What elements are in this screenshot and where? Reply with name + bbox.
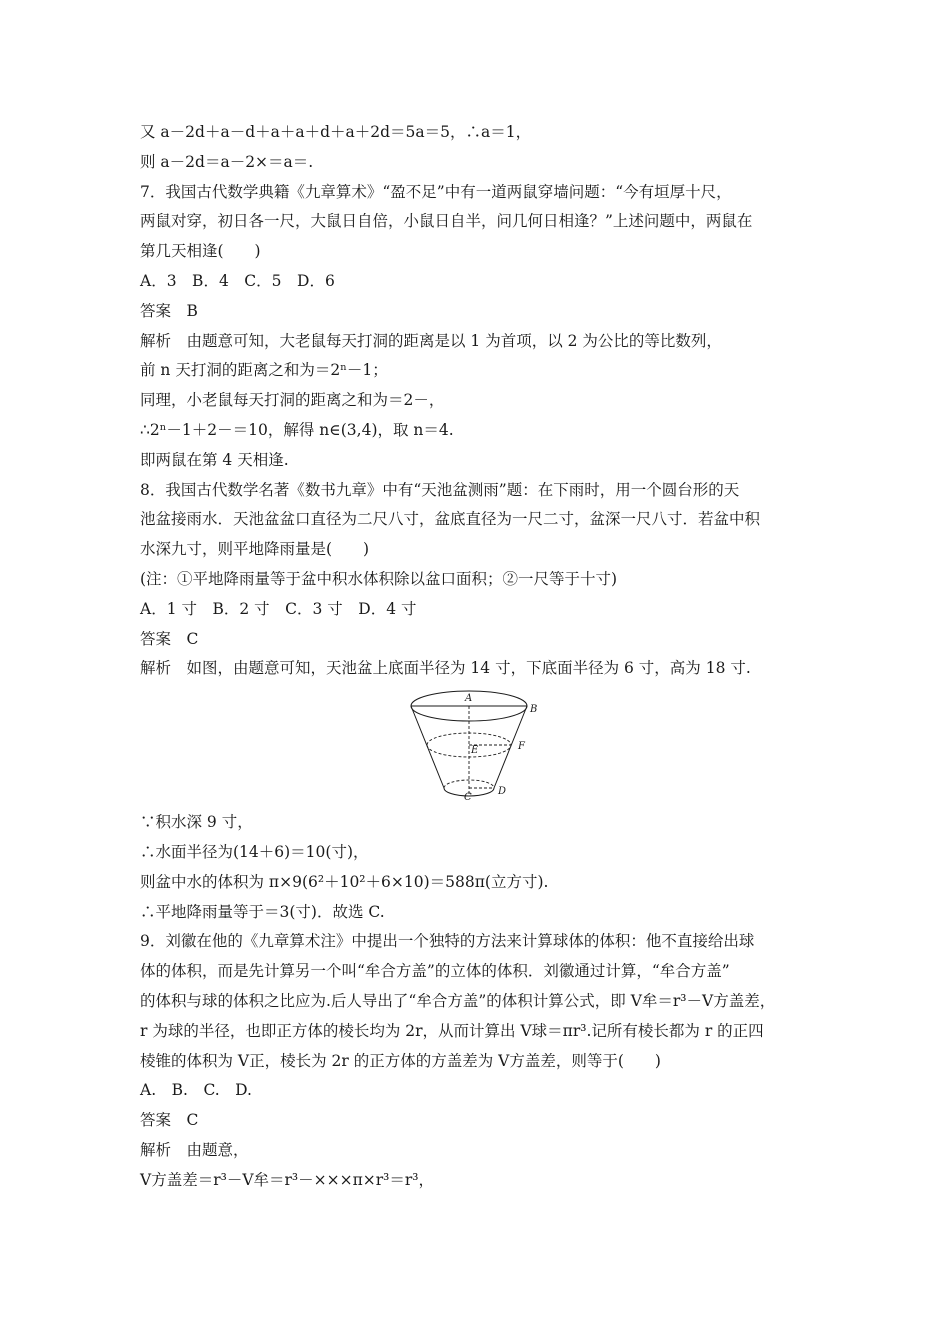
question-8-line: 池盆接雨水．天池盆盆口直径为二尺八寸，盆底直径为一尺二寸，盆深一尺八寸．若盆中积 <box>140 510 761 529</box>
question-8-options: A．1 寸 B．2 寸 C．3 寸 D．4 寸 <box>140 599 417 618</box>
question-8-line: 8．我国古代数学名著《数书九章》中有“天池盆测雨”题：在下雨时，用一个圆台形的天 <box>140 480 740 499</box>
label-b: B <box>530 704 538 716</box>
question-8-answer: 答案 C <box>140 629 199 648</box>
label-c: C <box>464 792 472 803</box>
question-8-analysis: ∴水面半径为(14＋6)＝10(寸)， <box>140 842 369 861</box>
question-7-answer: 答案 B <box>140 301 198 320</box>
question-7-analysis: ∴2ⁿ－1＋2－＝10，解得 n∈(3,4)，取 n＝4. <box>140 420 454 439</box>
label-d: D <box>498 786 507 798</box>
question-8-analysis: 则盆中水的体积为 π×9(6²＋10²＋6×10)＝588π(立方寸). <box>140 872 549 891</box>
question-8-analysis: ∵积水深 9 寸， <box>140 813 253 832</box>
question-8-analysis: ∴平地降雨量等于＝3(寸)．故选 C. <box>140 902 385 921</box>
question-8-line: 水深九寸，则平地降雨量是( ) <box>140 540 370 559</box>
label-a: A <box>465 693 473 705</box>
question-8-note: (注：①平地降雨量等于盆中积水体积除以盆口面积；②一尺等于十寸) <box>140 569 618 588</box>
question-9-line: r 为球的半径，也即正方体的棱长均为 2r，从而计算出 V球＝πr³.记所有棱长都为 r 的正四 <box>140 1021 764 1040</box>
label-e: E <box>471 745 479 757</box>
question-9-line: 9．刘徽在他的《九章算术注》中提出一个独特的方法来计算球体的体积：他不直接给出球 <box>140 932 755 951</box>
question-7-analysis: 同理，小老鼠每天打洞的距离之和为＝2－， <box>140 391 445 410</box>
frustum-figure <box>140 686 820 804</box>
question-8-analysis: 解析 如图，由题意可知，天池盆上底面半径为 14 寸，下底面半径为 6 寸，高为 18 寸. <box>140 659 751 678</box>
question-7-line: 7．我国古代数学典籍《九章算术》“盈不足”中有一道两鼠穿墙问题：“今有垣厚十尺， <box>140 182 732 201</box>
question-9-line: 的体积与球的体积之比应为.后人导出了“牟合方盖”的体积计算公式，即 V牟＝r³－V方盖差， <box>140 991 776 1010</box>
question-7-analysis: 解析 由题意可知，大老鼠每天打洞的距离是以 1 为首项，以 2 为公比的等比数列， <box>140 331 722 350</box>
question-9-analysis: 解析 由题意， <box>140 1140 249 1159</box>
question-7-line: 第几天相逢( ) <box>140 242 261 261</box>
text-line: 则 a－2d＝a－2×＝a＝. <box>140 152 314 171</box>
frustum-diagram <box>402 686 542 802</box>
question-9-analysis: V方盖差＝r³－V牟＝r³－×××π×r³＝r³， <box>140 1170 435 1189</box>
question-9-line: 棱锥的体积为 V正，棱长为 2r 的正方体的方盖差为 V方盖差，则等于( ) <box>140 1051 661 1070</box>
question-9-options: A. B. C. D. <box>140 1081 252 1100</box>
question-7-options: A．3 B．4 C．5 D．6 <box>140 271 335 290</box>
question-9-line: 体的体积，而是先计算另一个叫“牟合方盖”的立体的体积．刘徽通过计算，“牟合方盖” <box>140 962 730 981</box>
document-page <box>140 118 820 1196</box>
question-7-analysis: 前 n 天打洞的距离之和为＝2ⁿ－1； <box>140 361 388 380</box>
question-9-answer: 答案 C <box>140 1111 199 1130</box>
text-line: 又 a－2d＋a－d＋a＋a＋d＋a＋2d＝5a＝5，∴a＝1， <box>140 123 532 141</box>
label-f: F <box>518 741 525 753</box>
question-7-analysis: 即两鼠在第 4 天相逢. <box>140 450 289 469</box>
question-7-line: 两鼠对穿，初日各一尺，大鼠日自倍，小鼠日自半，问几何日相逢？”上述问题中，两鼠在 <box>140 212 753 231</box>
